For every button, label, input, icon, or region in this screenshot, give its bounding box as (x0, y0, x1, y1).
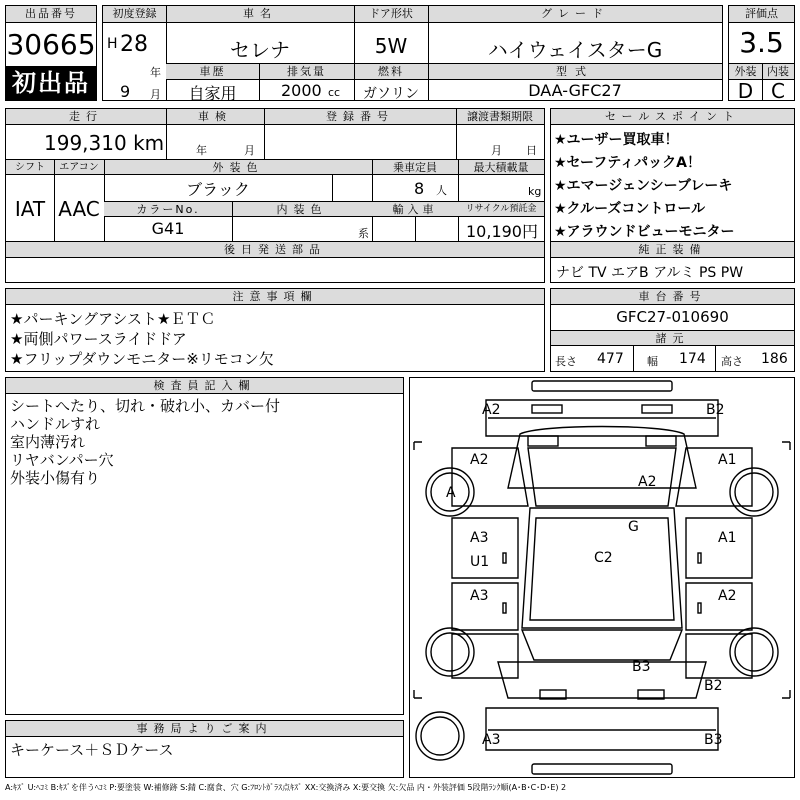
first-reg-label: 初度登録 (103, 6, 166, 23)
inspection-year-unit: 年 (196, 144, 207, 157)
damage-mark: A2 (638, 474, 657, 490)
damage-mark: B3 (632, 659, 651, 675)
transfer-month-unit: 月 (491, 144, 502, 157)
damage-mark: A3 (470, 588, 489, 604)
first-reg-month: 9 (120, 82, 131, 101)
vehicle-header (102, 5, 723, 101)
payload-unit: kg (528, 185, 542, 198)
damage-mark: C2 (594, 550, 613, 566)
ac: AAC (58, 197, 100, 221)
recycle-fee: 10,190円 (466, 222, 538, 241)
damage-mark: B2 (704, 678, 723, 694)
grade: ハイウェイスターG (487, 38, 663, 62)
displacement-label: 排気量 (259, 64, 354, 80)
width: 174 (679, 351, 706, 367)
inspector-label: 検査員記入欄 (6, 378, 403, 394)
interior-color-unit: 系 (358, 227, 369, 240)
sales-point-item: ★クルーズコントロール (554, 201, 706, 217)
grade-label: グレード (428, 6, 722, 23)
sales-point-item: ★エマージェンシーブレーキ (554, 178, 733, 194)
length-label: 長さ (555, 355, 577, 368)
chassis-number: GFC27-010690 (616, 308, 729, 326)
damage-mark: A (446, 485, 456, 501)
fuel-label: 燃料 (354, 64, 428, 80)
spec-label: 諸元 (551, 331, 794, 346)
sales-point-item: ★ユーザー買取車！ (554, 132, 679, 148)
seating-label: 乗車定員 (372, 160, 458, 175)
car-name-label: 車名 (166, 6, 354, 23)
sales-points-label: セールスポイント (551, 109, 794, 125)
caution-item: ★両側パワースライドドア (10, 330, 187, 348)
damage-mark: A1 (718, 530, 737, 546)
office-box (5, 720, 404, 778)
damage-mark: U1 (470, 554, 490, 570)
registration-label: 登録番号 (264, 109, 456, 125)
inspection-label: 車検 (166, 109, 264, 125)
month-unit: 月 (150, 88, 161, 101)
color-no: G41 (151, 219, 185, 238)
damage-mark: A2 (718, 588, 737, 604)
exterior-color-label: 外装色 (104, 160, 372, 175)
damage-mark: B3 (704, 732, 723, 748)
mileage: 199,310 km (44, 131, 165, 155)
later-parts-label: 後日発送部品 (6, 242, 544, 258)
inspector-note: 外装小傷有り (10, 469, 101, 487)
sales-points-box (550, 108, 795, 242)
damage-mark: A1 (718, 452, 737, 468)
equipment-value: ナビ TV エアB アルミ PS PW (556, 265, 744, 281)
score-box (728, 5, 795, 101)
fuel: ガソリン (363, 86, 419, 102)
inspector-note: 室内薄汚れ (10, 433, 86, 451)
door-label: ドア形状 (354, 6, 428, 23)
sales-point-item: ★セーフティパックA！ (554, 155, 702, 171)
ac-label: エアコン (54, 160, 104, 175)
equipment-label: 純正装備 (551, 242, 794, 258)
caution-item: ★パーキングアシスト★ＥＴＣ (10, 310, 216, 328)
caution-item: ★フリップダウンモニター※リモコン欠 (10, 350, 274, 368)
chassis-label: 車台番号 (551, 289, 794, 305)
cautions-label: 注意事項欄 (6, 289, 544, 305)
damage-mark: A2 (482, 402, 501, 418)
color-no-label: カラーNo. (104, 202, 232, 217)
lot-number-label: 出品番号 (6, 6, 96, 23)
first-reg-year: 28 (120, 32, 148, 57)
inspector-note: シートへたり、切れ・破れ小、カバー付 (10, 397, 281, 415)
damage-mark: A3 (482, 732, 501, 748)
inspector-note: リヤバンパー穴 (10, 451, 114, 469)
damage-mark: A3 (470, 530, 489, 546)
payload-label: 最大積載量 (458, 160, 544, 175)
car-name: セレナ (230, 38, 290, 62)
lot-number-box (5, 5, 97, 101)
door-type: 5W (374, 34, 408, 58)
exterior-grade-label: 外装 (729, 64, 762, 80)
car-diagram (410, 378, 794, 777)
score-label: 評価点 (729, 6, 794, 23)
displacement-unit: cc (328, 86, 341, 99)
history-label: 車歴 (166, 64, 259, 80)
sales-points-list (554, 129, 735, 244)
cautions-box (5, 288, 545, 372)
height-label: 高さ (721, 355, 743, 368)
seating-unit: 人 (436, 184, 447, 197)
score: 3.5 (739, 26, 784, 59)
exterior-grade: D (737, 79, 754, 103)
inspector-note: ハンドルすれ (10, 415, 101, 433)
first-listing-badge: 初出品 (6, 66, 96, 100)
length: 477 (597, 351, 624, 367)
legend: A:ｷｽﾞ U:ﾍｺﾐ B:ｷｽﾞを伴うﾍｺﾐ P:要塗装 W:補修跡 S:錆 C:腐食、穴 G:ﾌﾛﾝﾄｶﾞﾗｽ点ｷｽﾞ XX:交換済み X:要交換 欠:欠品 内・外装評価 5段階ﾗﾝｸ順(A･B･C･D･E) 2 (5, 783, 567, 792)
mileage-label: 走行 (6, 109, 166, 125)
transfer-label: 譲渡書類期限 (456, 109, 544, 125)
year-unit: 年 (150, 66, 161, 79)
office-note: キーケース＋ＳＤケース (10, 741, 174, 759)
recycle-label: リサイクル預託金 (458, 202, 544, 217)
import-label: 輸入車 (372, 202, 458, 217)
later-parts-box (5, 241, 545, 283)
car-diagram-box (409, 377, 795, 778)
interior-grade-label: 内装 (762, 64, 794, 80)
shift: IAT (14, 197, 46, 221)
inspector-notes (10, 397, 280, 487)
damage-mark: G (628, 519, 639, 535)
office-label: 事務局よりご案内 (6, 721, 403, 737)
shift-label: シフト (6, 160, 54, 175)
cautions-list (10, 309, 274, 369)
seating: 8 (414, 179, 425, 198)
era: H (107, 36, 118, 52)
inspection-month-unit: 月 (244, 144, 255, 157)
sales-point-item: ★アラウンドビューモニター (554, 224, 735, 240)
height: 186 (761, 351, 788, 367)
lot-number: 30665 (6, 28, 96, 61)
damage-mark: A2 (470, 452, 489, 468)
damage-marks (446, 402, 736, 748)
exterior-color: ブラック (186, 180, 250, 199)
damage-mark: B2 (706, 402, 725, 418)
model-code-label: 型式 (428, 64, 722, 80)
displacement: 2000 (281, 81, 322, 100)
interior-grade: C (771, 79, 785, 103)
model-code: DAA-GFC27 (528, 81, 622, 100)
width-label: 幅 (647, 355, 658, 368)
inspector-box (5, 377, 404, 715)
equipment-box (550, 241, 795, 283)
car-history: 自家用 (188, 84, 237, 103)
chassis-box (550, 288, 795, 372)
interior-color-label: 内装色 (232, 202, 372, 217)
transfer-day-unit: 日 (526, 144, 537, 157)
details-box (5, 108, 545, 242)
